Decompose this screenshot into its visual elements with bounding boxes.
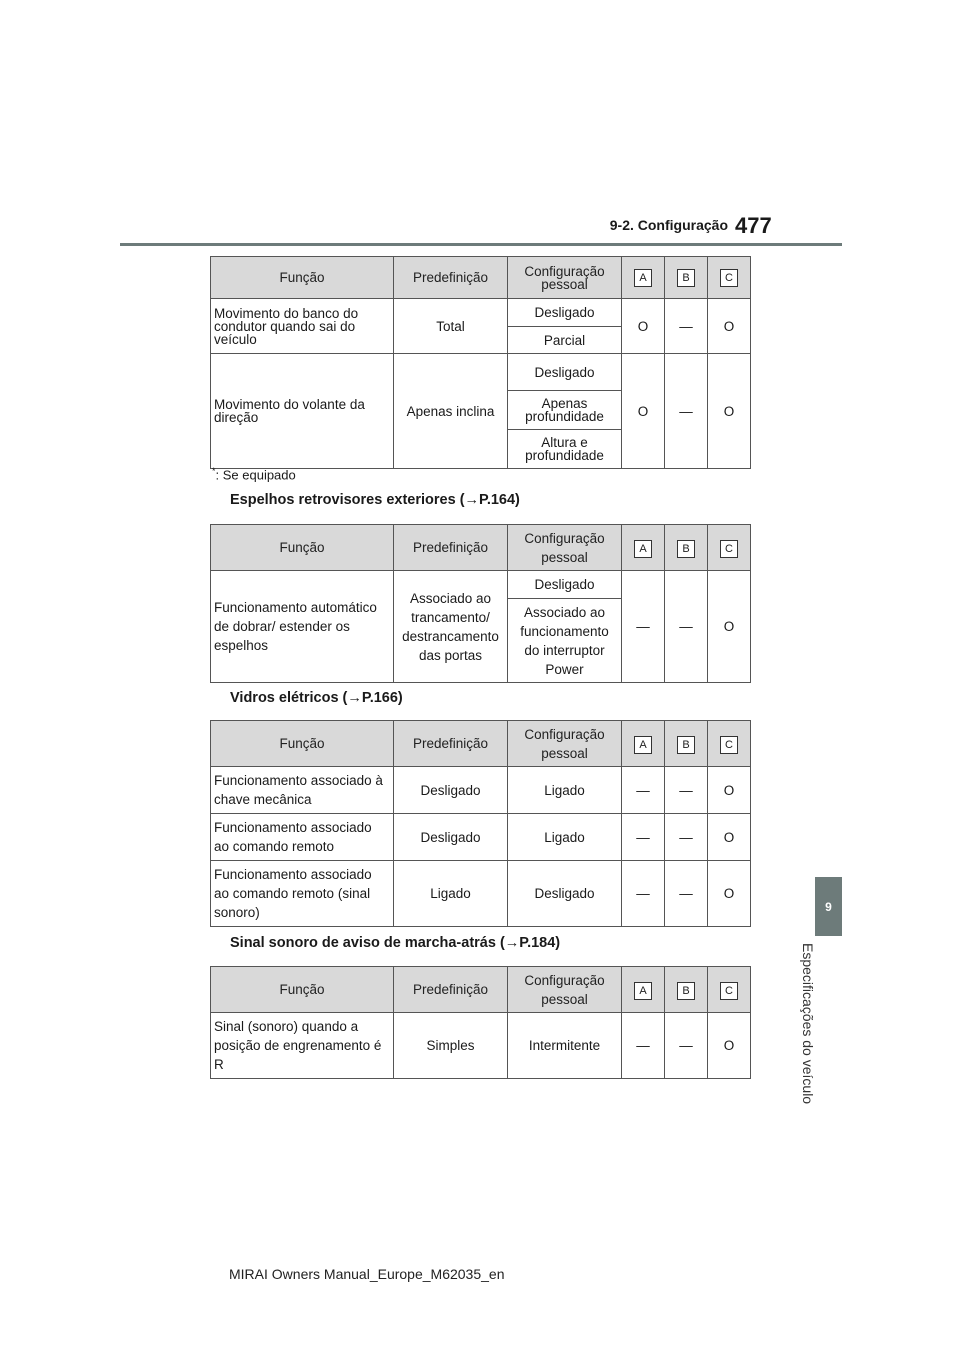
col-header-preset: Predefinição [394, 257, 508, 299]
table-cell-personal: Ligado [508, 767, 622, 814]
settings-table-mirrors [210, 524, 751, 683]
page-number: 477 [735, 213, 772, 238]
table-cell-function: Funcionamento associado ao comando remoto [211, 814, 394, 861]
column-a-icon: A [634, 540, 652, 558]
chapter-tab: 9 [815, 877, 842, 936]
table-cell-a: — [622, 814, 665, 861]
table-cell-personal: Parcial [508, 327, 622, 354]
table-cell-b: — [665, 354, 708, 469]
col-header-personal: Configuração pessoal [508, 257, 622, 299]
table-cell-function: Sinal (sonoro) quando a posição de engrenamento é R [211, 1013, 394, 1079]
table-cell-personal: Ligado [508, 814, 622, 861]
table-row [211, 767, 751, 814]
table-cell-personal: Apenas profundidade [508, 391, 622, 430]
section-heading-mirrors: Espelhos retrovisores exteriores (→P.164) [230, 492, 520, 508]
table-cell-c: O [708, 814, 751, 861]
table-cell-preset: Simples [394, 1013, 508, 1079]
table-cell-function: Funcionamento associado ao comando remoto (sinal sonoro) [211, 861, 394, 927]
chapter-label: Especificações do veículo [800, 943, 816, 1105]
footnote-text: : Se equipado [215, 467, 296, 483]
column-a-icon: A [634, 982, 652, 1000]
table-cell-preset: Associado ao trancamento/ destrancamento das portas [394, 571, 508, 683]
col-header-personal: Configuração pessoal [508, 721, 622, 767]
col-header-function: Função [211, 967, 394, 1013]
table-cell-b: — [665, 571, 708, 683]
table-cell-a: — [622, 767, 665, 814]
settings-table-windows [210, 720, 751, 927]
column-b-icon: B [677, 736, 695, 754]
table-row [211, 814, 751, 861]
table-cell-preset: Desligado [394, 767, 508, 814]
col-header-preset: Predefinição [394, 525, 508, 571]
table-cell-b: — [665, 767, 708, 814]
footnote [212, 466, 296, 482]
section-heading-reverse: Sinal sonoro de aviso de marcha-atrás (→P.184) [230, 935, 561, 951]
table-cell-c: O [708, 861, 751, 927]
table-row [211, 1013, 751, 1079]
table-row [211, 861, 751, 927]
table-cell-personal: Desligado [508, 571, 622, 599]
column-c-icon: C [720, 540, 738, 558]
table-cell-a: O [622, 354, 665, 469]
table-cell-a: — [622, 1013, 665, 1079]
table-cell-personal: Associado ao funcionamento do interruptor Power [508, 599, 622, 683]
table-cell-function: Funcionamento automático de dobrar/ estender os espelhos [211, 571, 394, 683]
table-cell-function: Movimento do banco do condutor quando sai do veículo [211, 299, 394, 354]
table-cell-b: — [665, 299, 708, 354]
column-c-icon: C [720, 269, 738, 287]
table-cell-preset: Apenas inclina [394, 354, 508, 469]
footnote-mark: * [212, 466, 216, 476]
footer-text: MIRAI Owners Manual_Europe_M62035_en [229, 1266, 505, 1282]
col-header-preset: Predefinição [394, 721, 508, 767]
table-cell-personal: Desligado [508, 354, 622, 391]
table-cell-preset: Desligado [394, 814, 508, 861]
table-cell-personal: Altura e profundidade [508, 430, 622, 469]
column-a-icon: A [634, 736, 652, 754]
table-cell-personal: Intermitente [508, 1013, 622, 1079]
col-header-personal: Configuração pessoal [508, 525, 622, 571]
table-cell-b: — [665, 1013, 708, 1079]
table-cell-function: Funcionamento associado à chave mecânica [211, 767, 394, 814]
settings-table-seat-wheel [210, 256, 751, 469]
table-cell-b: — [665, 814, 708, 861]
col-header-function: Função [211, 721, 394, 767]
table-cell-a: — [622, 571, 665, 683]
table-cell-c: O [708, 767, 751, 814]
table-cell-a: — [622, 861, 665, 927]
table-cell-function: Movimento do volante da direção [211, 354, 394, 469]
table-cell-personal: Desligado [508, 299, 622, 327]
column-a-icon: A [634, 269, 652, 287]
col-header-preset: Predefinição [394, 967, 508, 1013]
table-cell-c: O [708, 354, 751, 469]
table-cell-b: — [665, 861, 708, 927]
table-cell-preset: Ligado [394, 861, 508, 927]
table-cell-a: O [622, 299, 665, 354]
table-cell-personal: Desligado [508, 861, 622, 927]
column-c-icon: C [720, 736, 738, 754]
column-b-icon: B [677, 269, 695, 287]
table-cell-c: O [708, 299, 751, 354]
column-b-icon: B [677, 540, 695, 558]
header-rule [120, 243, 842, 246]
settings-table-reverse-buzzer [210, 966, 751, 1079]
table-cell-preset: Total [394, 299, 508, 354]
section-title: 9-2. Configuração [609, 217, 728, 233]
col-header-function: Função [211, 525, 394, 571]
table-cell-c: O [708, 571, 751, 683]
col-header-function: Função [211, 257, 394, 299]
table-cell-c: O [708, 1013, 751, 1079]
column-b-icon: B [677, 982, 695, 1000]
col-header-personal: Configuração pessoal [508, 967, 622, 1013]
section-heading-windows: Vidros elétricos (→P.166) [230, 690, 403, 706]
column-c-icon: C [720, 982, 738, 1000]
